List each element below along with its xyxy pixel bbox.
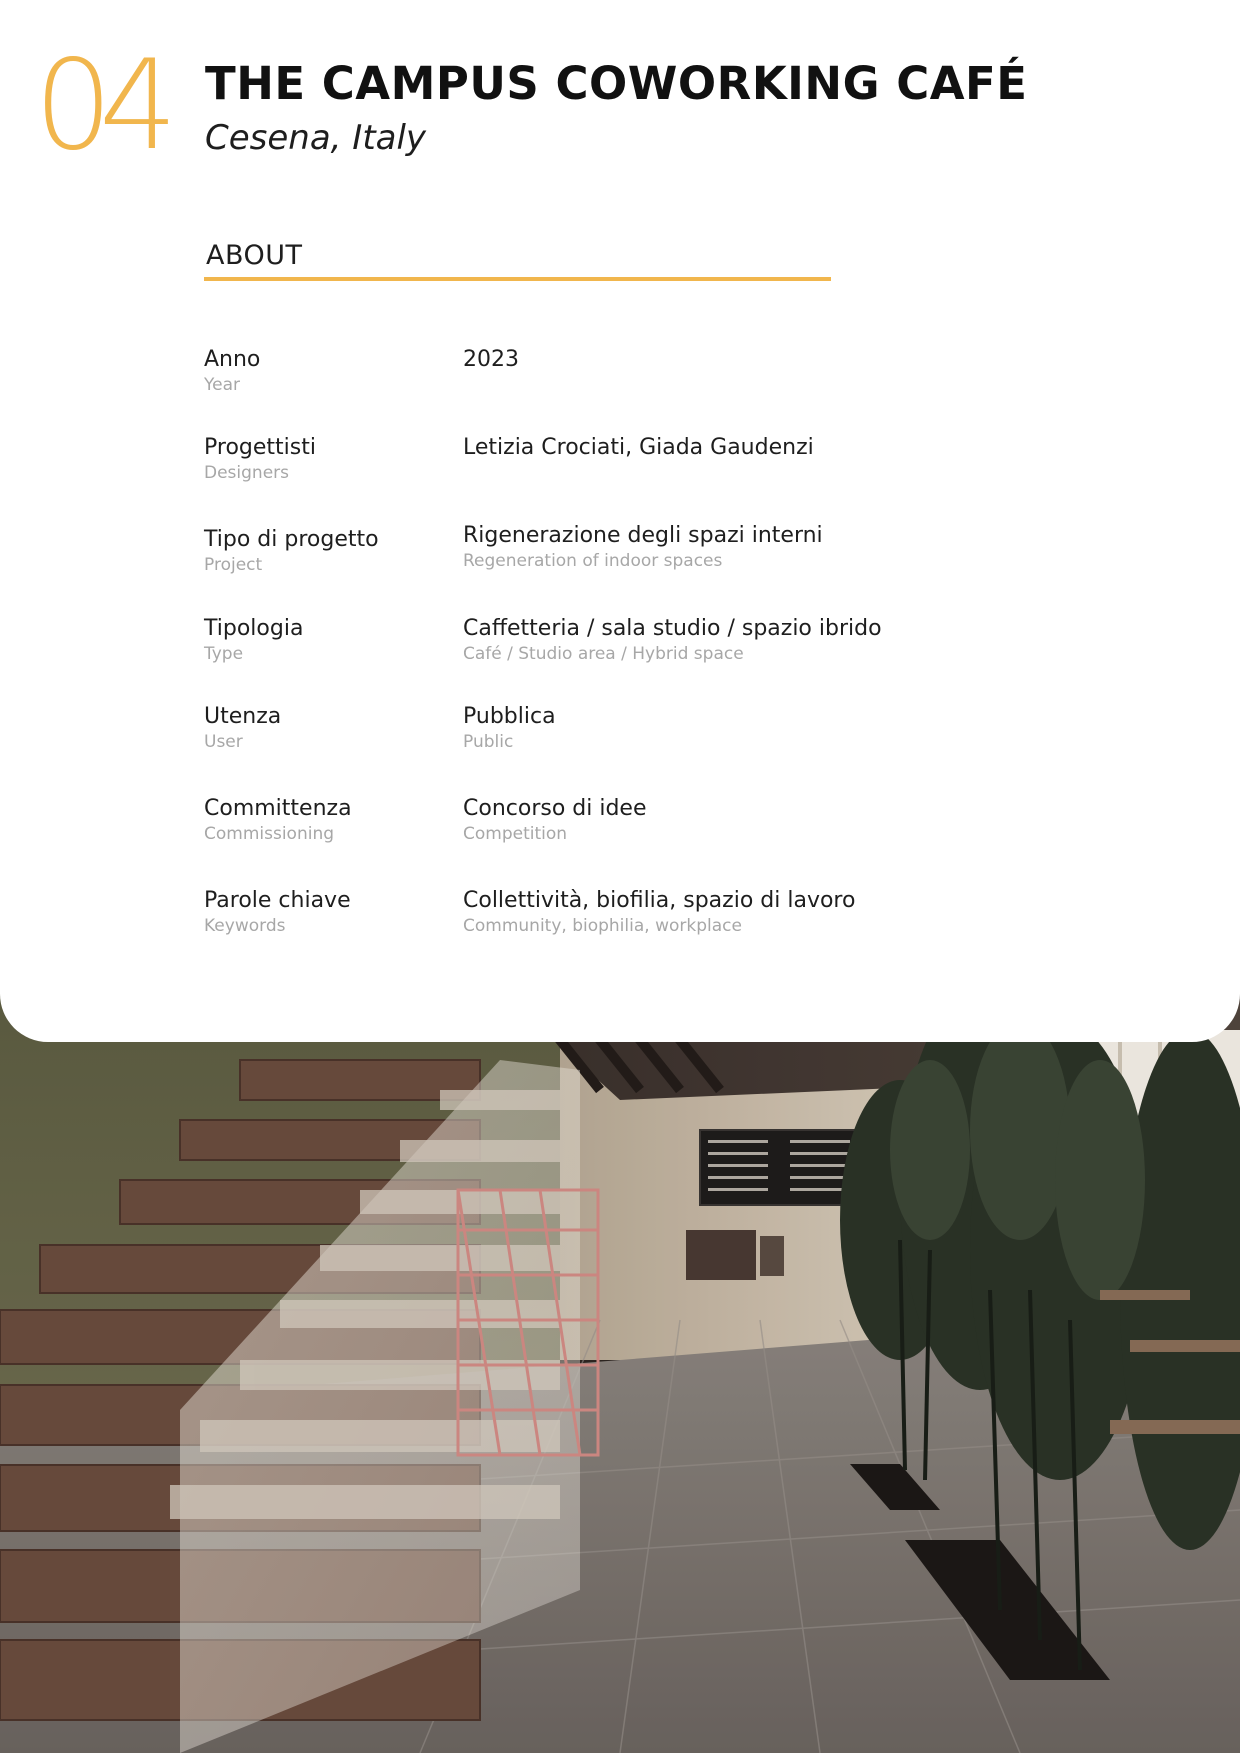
label-english: Commissioning (204, 824, 335, 844)
about-heading: ABOUT (206, 240, 303, 271)
value-italian: Pubblica (463, 704, 556, 729)
value-italian: 2023 (463, 347, 519, 372)
label-italian: Progettisti (204, 435, 316, 460)
value-english: Community, biophilia, workplace (463, 916, 742, 936)
value-english: Public (463, 732, 514, 752)
value-italian: Concorso di idee (463, 796, 647, 821)
label-italian: Tipo di progetto (204, 527, 379, 552)
label-english: Type (204, 644, 244, 664)
info-value (463, 522, 823, 572)
info-value (463, 346, 519, 374)
info-label (204, 887, 351, 937)
info-label (204, 346, 260, 396)
project-location: Cesena, Italy (205, 118, 427, 158)
label-english: Project (204, 555, 263, 575)
info-label (204, 703, 281, 753)
about-underline (204, 277, 831, 281)
project-title: THE CAMPUS COWORKING CAFÉ (205, 57, 1028, 110)
interior-render-image (0, 990, 1240, 1753)
value-italian: Caffetteria / sala studio / spazio ibrido (463, 616, 882, 641)
info-value (463, 795, 647, 845)
value-english: Competition (463, 824, 568, 844)
label-italian: Committenza (204, 796, 352, 821)
value-italian: Collettività, biofilia, spazio di lavoro (463, 888, 856, 913)
info-value (463, 615, 882, 665)
label-italian: Anno (204, 347, 261, 372)
info-value (463, 703, 556, 753)
info-value (463, 887, 855, 937)
info-label (204, 526, 379, 576)
label-english: Year (204, 375, 240, 395)
info-value (463, 434, 814, 462)
value-italian: Letizia Crociati, Giada Gaudenzi (463, 435, 814, 460)
info-label (204, 434, 316, 484)
label-english: Designers (204, 463, 289, 483)
label-english: Keywords (204, 916, 286, 936)
label-italian: Parole chiave (204, 888, 351, 913)
label-english: User (204, 732, 243, 752)
value-english: Regeneration of indoor spaces (463, 551, 723, 571)
value-english: Café / Studio area / Hybrid space (463, 644, 744, 664)
value-italian: Rigenerazione degli spazi interni (463, 523, 823, 548)
label-italian: Tipologia (204, 616, 304, 641)
info-label (204, 795, 352, 845)
label-italian: Utenza (204, 704, 282, 729)
project-number: 04 (34, 34, 164, 178)
info-label (204, 615, 303, 665)
